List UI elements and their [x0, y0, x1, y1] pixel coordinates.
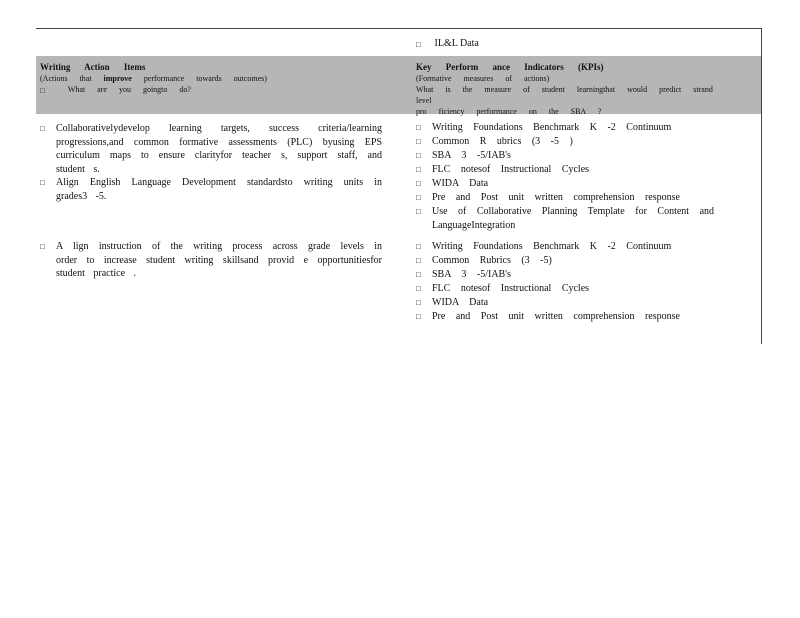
- checkbox-bullet-icon: □: [416, 256, 421, 265]
- checkbox-bullet-icon: □: [40, 242, 45, 251]
- kpi-item-text: WIDA Data: [432, 297, 489, 308]
- checkbox-bullet-icon: □: [416, 284, 421, 293]
- checkbox-bullet-icon: □: [416, 165, 421, 174]
- kpi-item-text: Pre and Post unit written comprehension response: [432, 192, 680, 203]
- checkbox-bullet-icon: □: [40, 124, 45, 133]
- kpi-item-text: Writing Foundations Benchmark K -2 Continuum: [432, 241, 672, 252]
- question-text: What are you goingto do?: [67, 85, 191, 94]
- table-top-border: [36, 28, 762, 29]
- kpi-item-text: WIDA Data: [432, 178, 489, 189]
- list-item: [416, 254, 756, 268]
- list-item: [416, 296, 756, 310]
- kpi-item-text: FLC notesof Instructional Cycles: [432, 283, 590, 294]
- header-right-cell: [416, 56, 728, 117]
- header-left-cell: [40, 56, 382, 98]
- kpi-question-line-1: What is the measure of student learningthat would predict strand level: [416, 85, 713, 105]
- data-source-row: [36, 30, 761, 56]
- list-item: [416, 149, 766, 163]
- subtitle-part: performance towards outcomes): [143, 74, 267, 83]
- list-item: [416, 121, 766, 135]
- kpi-item-text: Common R ubrics (3 -5 ): [432, 136, 573, 147]
- kpi-item-text: SBA 3 -5/IAB's: [432, 150, 511, 161]
- list-item: [40, 240, 382, 281]
- checkbox-bullet-icon: □: [416, 312, 421, 321]
- list-item: [416, 135, 766, 149]
- checkbox-bullet-icon: □: [416, 270, 421, 279]
- kpi-title: Key Perform ance Indicators (KPIs): [416, 62, 604, 72]
- checkbox-bullet-icon: □: [416, 298, 421, 307]
- action-item-text: A lign instruction of the writing process across grade levels in order to increase student writing skillsand provid e opportunitiesfor student practice .: [56, 241, 382, 280]
- list-item: [416, 268, 756, 282]
- action-item-text: Align English Language Development standardsto writing units in grades3 -5.: [56, 177, 382, 202]
- checkbox-bullet-icon: □: [416, 151, 421, 160]
- action-items-list: [40, 122, 382, 204]
- list-item: [416, 177, 766, 191]
- kpi-cell: [416, 240, 756, 324]
- list-item: [416, 310, 756, 324]
- kpi-list: [416, 121, 766, 232]
- subtitle-part: (Actions that: [40, 74, 92, 83]
- checkbox-bullet-icon: □: [416, 207, 421, 216]
- checkbox-bullet-icon: □: [40, 86, 45, 95]
- il-data-label: IL&L Data: [434, 38, 479, 49]
- kpi-question-line-2: pro ficiency performance on the SBA ?: [416, 107, 602, 116]
- kpi-list: [416, 240, 756, 324]
- action-items-cell: [40, 240, 382, 281]
- kpi-item-text: Writing Foundations Benchmark K -2 Continuum: [432, 122, 672, 133]
- list-item: [416, 282, 756, 296]
- checkbox-bullet-icon: □: [416, 123, 421, 132]
- subtitle-bold-part: improve: [103, 74, 132, 83]
- kpi-subtitle: (Formative measures of actions): [416, 74, 550, 83]
- writing-action-items-question: [40, 84, 382, 98]
- kpi-item-text: SBA 3 -5/IAB's: [432, 269, 511, 280]
- kpi-item-text: Pre and Post unit written comprehension response: [432, 311, 680, 322]
- il-data-item: [416, 38, 479, 52]
- writing-action-items-subtitle: [40, 73, 382, 84]
- list-item: [416, 205, 766, 232]
- action-items-cell: [40, 122, 382, 204]
- kpi-item-text: Use of Collaborative Planning Template for Content and LanguageIntegration: [432, 206, 715, 231]
- checkbox-bullet-icon: □: [416, 193, 421, 202]
- checkbox-bullet-icon: □: [416, 40, 421, 49]
- checkbox-bullet-icon: □: [416, 179, 421, 188]
- action-item-text: Collaborativelydevelop learning targets, success criteria/learning progressions,and common formative assessments (PLC) byusing EPS curriculum maps to ensure clarityfor teacher s, support staff, and student s.: [56, 123, 382, 175]
- list-item: [40, 176, 382, 203]
- kpi-cell: [416, 121, 766, 232]
- kpi-item-text: Common Rubrics (3 -5): [432, 255, 552, 266]
- action-items-list: [40, 240, 382, 281]
- table-header-row: [36, 56, 761, 114]
- writing-action-items-title: Writing Action Items: [40, 62, 146, 72]
- list-item: [40, 122, 382, 176]
- checkbox-bullet-icon: □: [416, 242, 421, 251]
- list-item: [416, 191, 766, 205]
- list-item: [416, 163, 766, 177]
- checkbox-bullet-icon: □: [416, 137, 421, 146]
- list-item: [416, 240, 756, 254]
- checkbox-bullet-icon: □: [40, 178, 45, 188]
- kpi-item-text: FLC notesof Instructional Cycles: [432, 164, 590, 175]
